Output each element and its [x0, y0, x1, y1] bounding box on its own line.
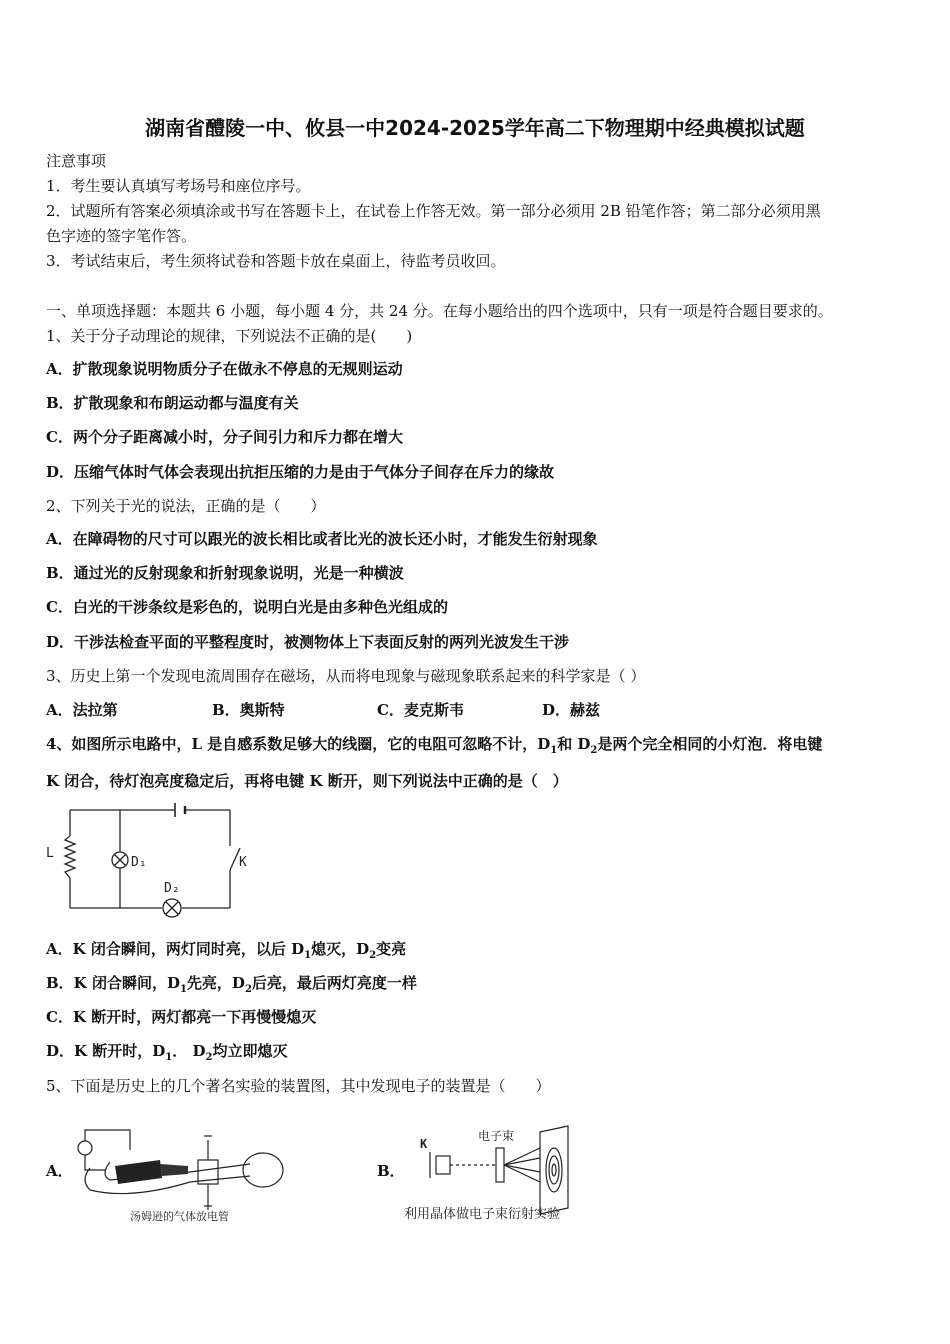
question-5-option-b: B． — [377, 1162, 405, 1180]
question-3-option-b: B．奥斯特 — [212, 701, 285, 719]
question-3-option-d: D．赫兹 — [542, 701, 601, 719]
question-2-option-c: C．白光的干涉条纹是彩色的，说明白光是由多种色光组成的 — [46, 598, 448, 616]
page-title: 湖南省醴陵一中、攸县一中2024-2025学年高二下物理期中经典模拟试题 — [145, 116, 805, 140]
question-3-stem: 3、历史上第一个发现电流周围存在磁场，从而将电现象与磁现象联系起来的科学家是（ ） — [46, 667, 646, 685]
circuit-diagram — [40, 800, 270, 920]
question-5-option-a: A． — [46, 1162, 73, 1180]
section-heading: 一、单项选择题：本题共 6 小题，每小题 4 分，共 24 分。在每小题给出的四个选项中，只有一项是符合题目要求的。 — [46, 302, 833, 320]
discharge-tube-figure — [70, 1120, 300, 1230]
question-2-option-a: A．在障碍物的尺寸可以跟光的波长相比或者比光的波长还小时，才能发生衍射现象 — [46, 530, 598, 548]
question-2-option-d: D．干涉法检查平面的平整程度时，被测物体上下表面反射的两列光波发生干涉 — [46, 633, 570, 651]
question-3-option-a: A．法拉第 — [46, 701, 118, 719]
caption-b: 利用晶体做电子束衍射实验 — [404, 1207, 561, 1222]
question-4-option-d: D．K 断开时，$D_1$． $D_2$均立即熄灭 — [46, 1042, 288, 1063]
question-4-stem-line1: 4、如图所示电路中，L 是自感系数足够大的线圈，它的电阻可忽略不计，$D_1$和 $D_2$是两个完全相同的小灯泡．将电键 — [46, 735, 823, 756]
question-2-stem: 2、下列关于光的说法，正确的是（ ） — [46, 497, 326, 515]
question-4-option-c: C．K 断开时，两灯都亮一下再慢慢熄灭 — [46, 1008, 317, 1026]
coil-label: L — [46, 846, 54, 861]
notice-item-2-cont: 色字迹的签字笔作答。 — [46, 227, 197, 245]
switch-label: K — [239, 855, 247, 870]
notice-item-3: 3．考试结束后，考生须将试卷和答题卡放在桌面上，待监考员收回。 — [46, 252, 506, 270]
notice-heading: 注意事项 — [46, 152, 107, 170]
electron-diffraction-figure — [400, 1118, 620, 1228]
lamp-d2-label: D₂ — [164, 881, 180, 896]
question-4-option-b: B．K 闭合瞬间，$D_1$先亮，$D_2$后亮，最后两灯亮度一样 — [46, 974, 417, 995]
question-1-option-b: B．扩散现象和布朗运动都与温度有关 — [46, 394, 299, 412]
caption-a: 汤姆逊的气体放电管 — [130, 1210, 229, 1223]
cathode-label: K — [420, 1137, 428, 1151]
question-1-option-d: D．压缩气体时气体会表现出抗拒压缩的力是由于气体分子间存在斥力的缘故 — [46, 463, 555, 481]
notice-item-2: 2．试题所有答案必须填涂或书写在答题卡上，在试卷上作答无效。第一部分必须用 2B 铅笔作答；第二部分必须用黑 — [46, 202, 821, 220]
question-5-stem: 5、下面是历史上的几个著名实验的装置图，其中发现电子的装置是（ ） — [46, 1077, 551, 1095]
question-1-option-a: A．扩散现象说明物质分子在做永不停息的无规则运动 — [46, 360, 403, 378]
notice-item-1: 1．考生要认真填写考场号和座位序号。 — [46, 177, 311, 195]
question-3-option-c: C．麦克斯韦 — [377, 701, 464, 719]
question-4-option-a: A．K 闭合瞬间，两灯同时亮，以后 $D_1$熄灭，$D_2$变亮 — [46, 940, 407, 961]
lamp-d1-label: D₁ — [131, 855, 147, 870]
question-1-stem: 1、关于分子动理论的规律，下列说法不正确的是( ) — [46, 327, 413, 345]
beam-label: 电子束 — [478, 1129, 515, 1143]
question-2-option-b: B．通过光的反射现象和折射现象说明，光是一种横波 — [46, 564, 404, 582]
question-1-option-c: C．两个分子距离减小时，分子间引力和斥力都在增大 — [46, 428, 403, 446]
question-4-stem-line2: K 闭合，待灯泡亮度稳定后，再将电键 K 断开，则下列说法中正确的是（ ） — [46, 772, 568, 790]
